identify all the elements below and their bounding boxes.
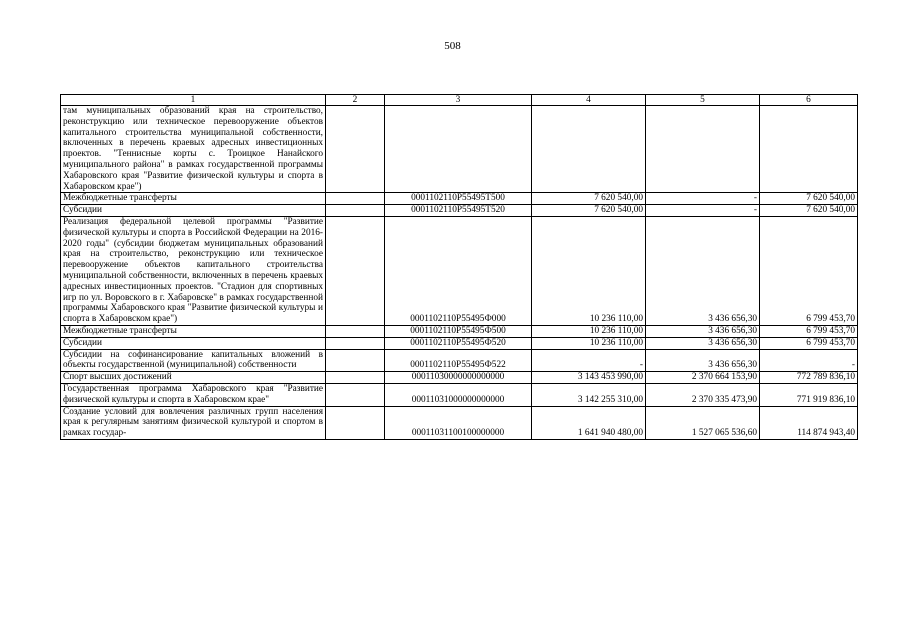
table-row (61, 193, 858, 205)
row-code: 0001102110P55495Ф520 (385, 337, 532, 349)
row-value-4: 3 142 255 310,00 (532, 383, 646, 406)
header-col-6: 6 (760, 95, 858, 106)
budget-table (60, 94, 858, 440)
row-value-4: - (532, 349, 646, 372)
row-value-5 (646, 106, 760, 193)
row-description: Реализация федеральной целевой программы "Развитие физической культуры и спорта в Российской Федерации на 2016-2020 годы" (субсидии бюджетам муниципальных образований края на строительство, реконструкцию или техническое перевооружение объектов капитального строительства муниципальной собственности, включенных в перечень краевых адресных инвестиционных проектов. "Стадион для спортивных игр по ул. Воровского в г. Хабаровске" в рамках государственной программы Хабаровского края "Развитие физической культуры и спорта в Хабаровском крае") (61, 216, 326, 325)
row-value-5: 2 370 335 473,90 (646, 383, 760, 406)
header-col-3: 3 (385, 95, 532, 106)
table-header-row (61, 95, 858, 106)
row-col-2 (326, 106, 385, 193)
table-row (61, 372, 858, 384)
row-value-4: 7 620 540,00 (532, 193, 646, 205)
row-value-6 (760, 106, 858, 193)
row-value-4: 10 236 110,00 (532, 337, 646, 349)
table-row (61, 337, 858, 349)
row-value-5: 3 436 656,30 (646, 216, 760, 325)
row-code: 00011031100100000000 (385, 406, 532, 439)
row-value-4: 1 641 940 480,00 (532, 406, 646, 439)
row-code: 0001102110P55495Т500 (385, 193, 532, 205)
header-col-1: 1 (61, 95, 326, 106)
row-value-4: 10 236 110,00 (532, 325, 646, 337)
table-row (61, 325, 858, 337)
row-value-4 (532, 106, 646, 193)
row-code: 00011030000000000000 (385, 372, 532, 384)
page-number: 508 (444, 40, 461, 52)
table-row (61, 406, 858, 439)
row-description: Государственная программа Хабаровского края "Развитие физической культуры и спорта в Хабаровском крае" (61, 383, 326, 406)
row-code (385, 106, 532, 193)
row-code: 0001102110P55495Ф522 (385, 349, 532, 372)
table-row (61, 216, 858, 325)
row-col-2 (326, 325, 385, 337)
row-col-2 (326, 372, 385, 384)
row-code: 0001102110P55495Т520 (385, 205, 532, 217)
row-value-4: 10 236 110,00 (532, 216, 646, 325)
row-value-6: 6 799 453,70 (760, 216, 858, 325)
row-description: Межбюджетные трансферты (61, 193, 326, 205)
row-value-4: 7 620 540,00 (532, 205, 646, 217)
row-value-5: 3 436 656,30 (646, 325, 760, 337)
row-code: 0001102110P55495Ф000 (385, 216, 532, 325)
row-description: Субсидии (61, 337, 326, 349)
header-col-4: 4 (532, 95, 646, 106)
row-col-2 (326, 193, 385, 205)
row-description: Субсидии (61, 205, 326, 217)
row-col-2 (326, 406, 385, 439)
row-description: Создание условий для вовлечения различных групп населения края к регулярным занятиям физической культурой и спортом в рамках государ- (61, 406, 326, 439)
row-value-5: - (646, 205, 760, 217)
row-col-2 (326, 349, 385, 372)
table-row (61, 349, 858, 372)
row-description: там муниципальных образований края на строительство, реконструкцию или техническое перевооружение объектов капитального строительства муниципальной собственности, включенных в перечень краевых адресных инвестиционных проектов. "Теннисные корты с. Троицкое Нанайского муниципального района" в рамках государственной программы Хабаровского края "Развитие физической культуры и спорта в Хабаровском крае") (61, 106, 326, 193)
row-value-6: 114 874 943,40 (760, 406, 858, 439)
table-row (61, 205, 858, 217)
table-row (61, 383, 858, 406)
row-col-2 (326, 205, 385, 217)
row-value-6: 6 799 453,70 (760, 337, 858, 349)
row-value-6: - (760, 349, 858, 372)
row-code: 0001102110P55495Ф500 (385, 325, 532, 337)
row-description: Спорт высших достижений (61, 372, 326, 384)
row-col-2 (326, 383, 385, 406)
row-value-6: 7 620 540,00 (760, 193, 858, 205)
row-value-5: 1 527 065 536,60 (646, 406, 760, 439)
header-col-5: 5 (646, 95, 760, 106)
row-value-6: 771 919 836,10 (760, 383, 858, 406)
row-value-6: 6 799 453,70 (760, 325, 858, 337)
row-value-5: 3 436 656,30 (646, 349, 760, 372)
row-value-5: 2 370 664 153,90 (646, 372, 760, 384)
row-value-5: 3 436 656,30 (646, 337, 760, 349)
row-value-5: - (646, 193, 760, 205)
header-col-2: 2 (326, 95, 385, 106)
row-description: Межбюджетные трансферты (61, 325, 326, 337)
table-row (61, 106, 858, 193)
row-col-2 (326, 216, 385, 325)
row-code: 00011031000000000000 (385, 383, 532, 406)
row-value-6: 772 789 836,10 (760, 372, 858, 384)
row-value-6: 7 620 540,00 (760, 205, 858, 217)
row-value-4: 3 143 453 990,00 (532, 372, 646, 384)
row-description: Субсидии на софинансирование капитальных вложений в объекты государственной (муниципальной) собственности (61, 349, 326, 372)
row-col-2 (326, 337, 385, 349)
